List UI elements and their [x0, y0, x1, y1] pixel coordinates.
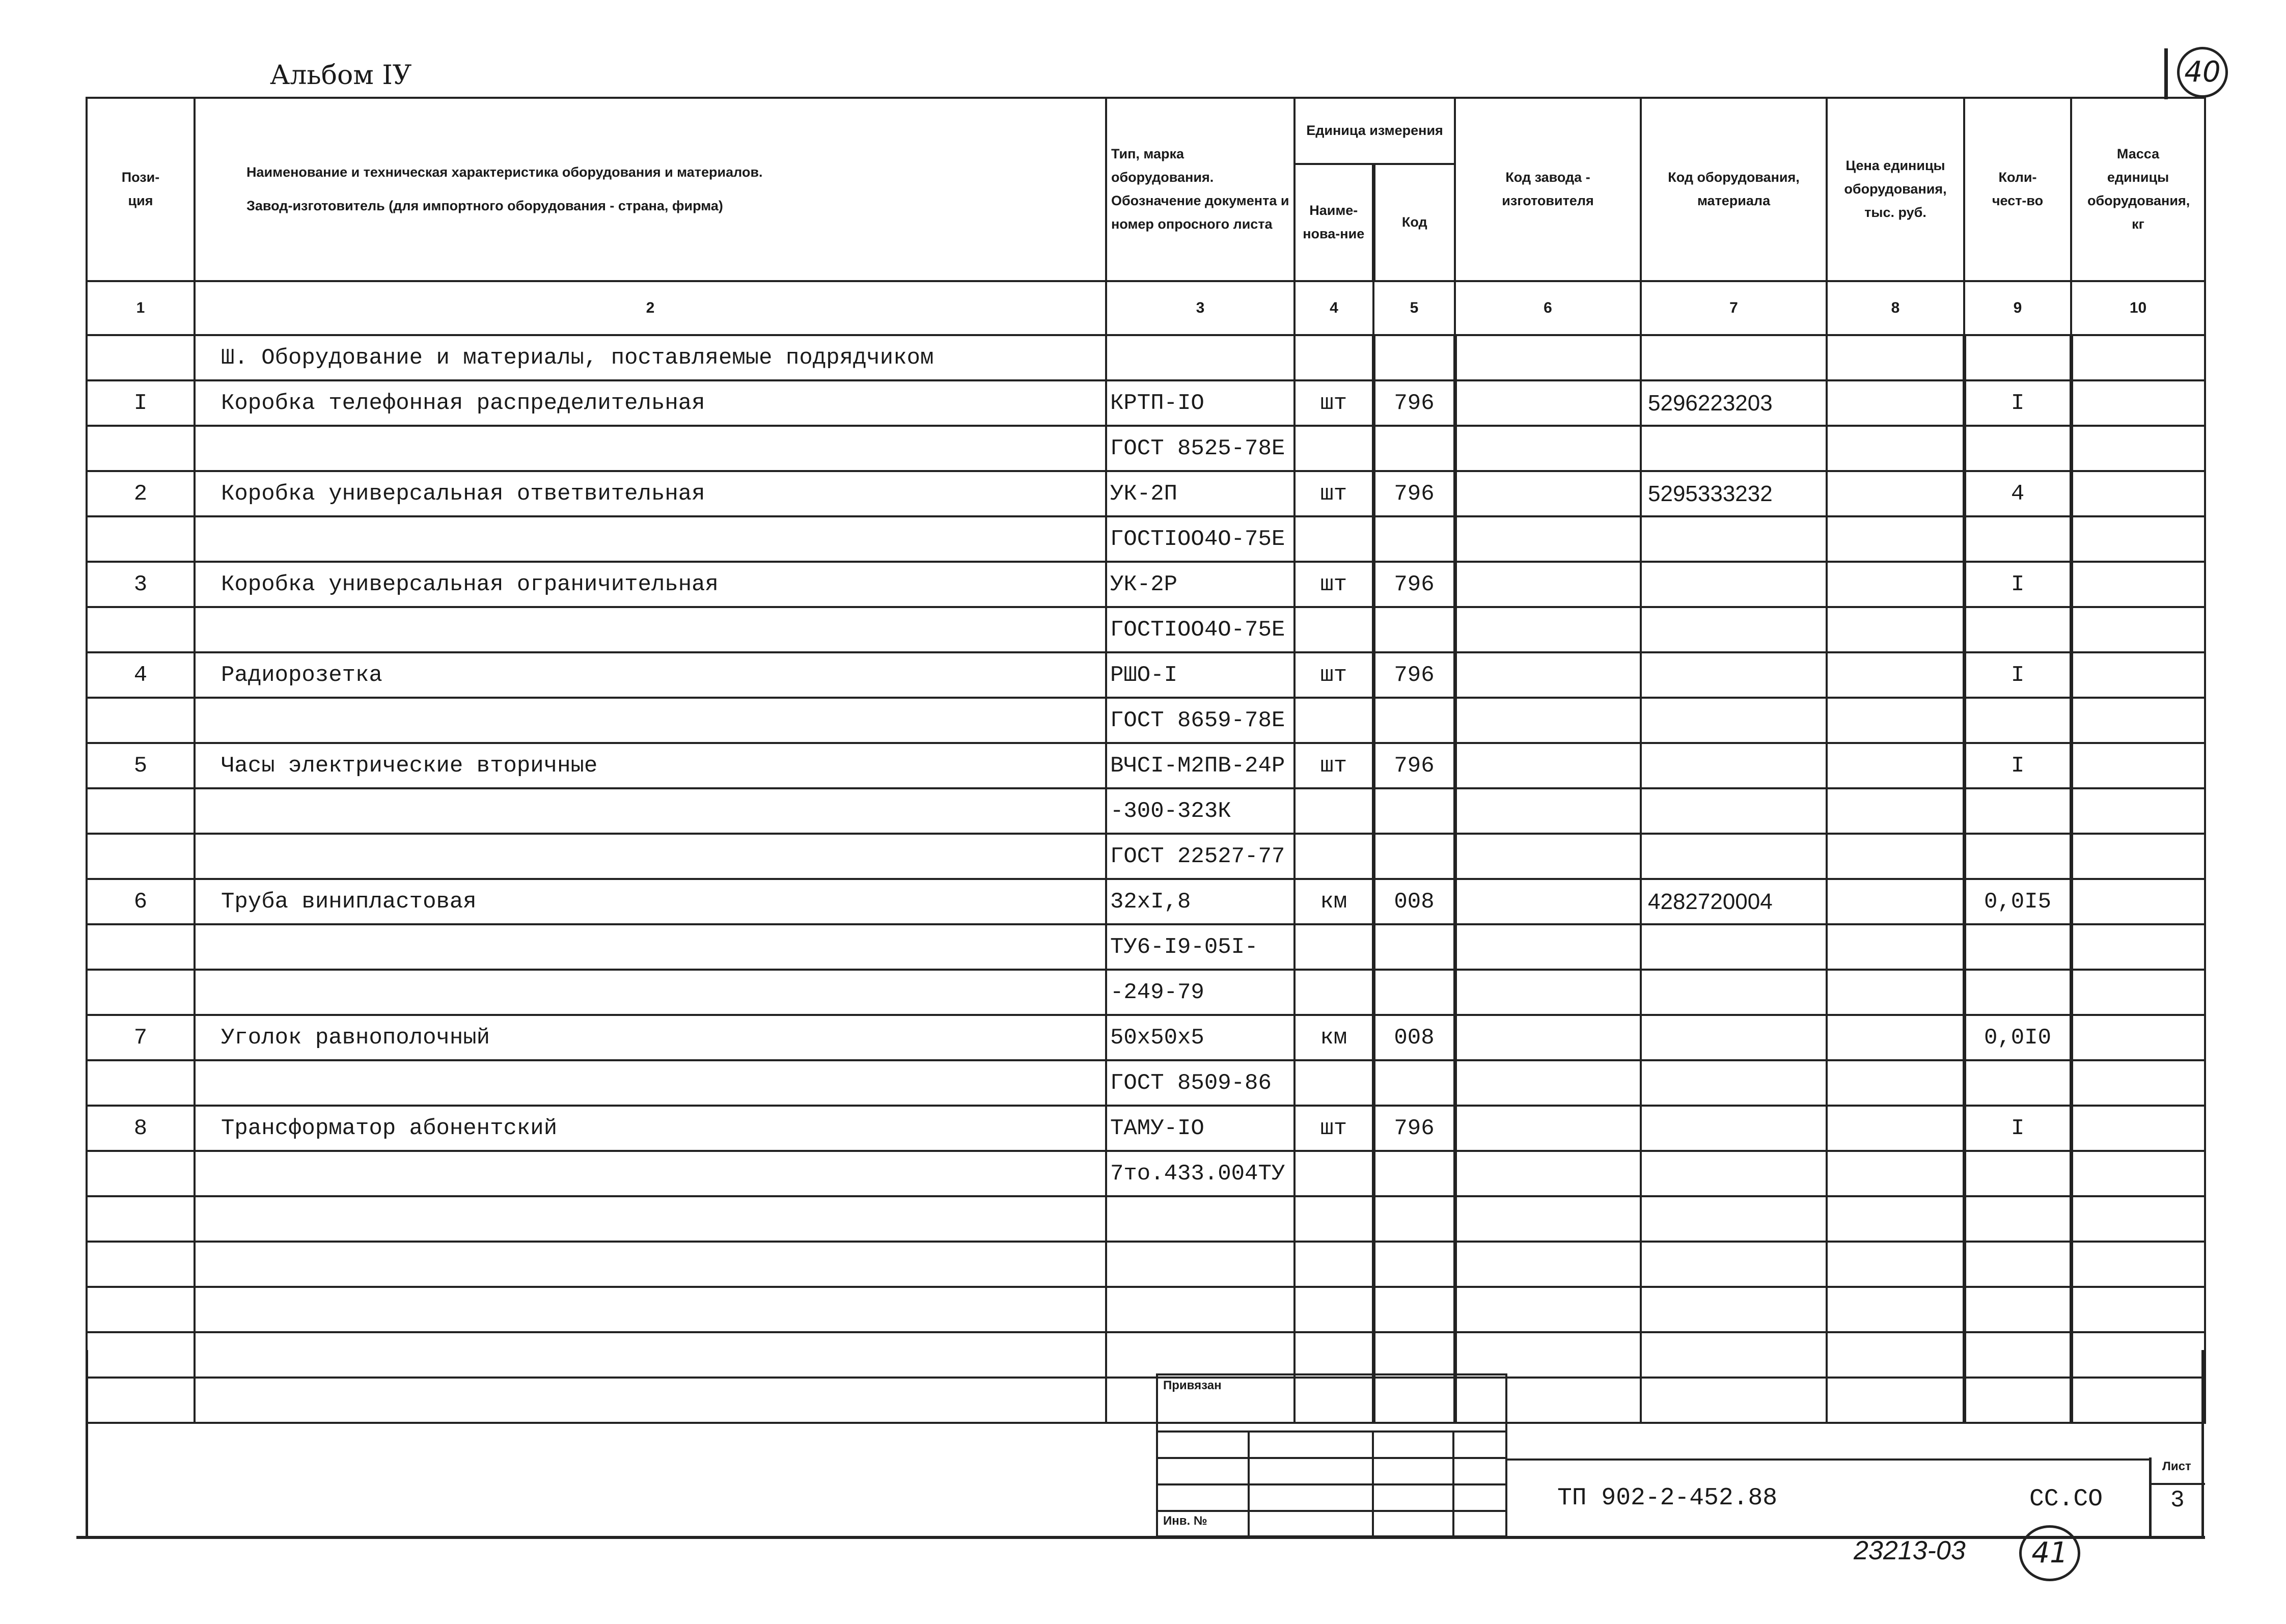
cell-unit: [1295, 1151, 1373, 1196]
cell-factory: [1455, 834, 1641, 879]
document-code: ТП 902-2-452.88: [1557, 1484, 1778, 1512]
cell-unit: [1295, 516, 1373, 562]
cell-name: [195, 1151, 1106, 1196]
cell-pos: [87, 924, 195, 970]
cell-qty: [1964, 1242, 2071, 1287]
cell-qty: [1964, 970, 2071, 1015]
cell-equip: [1641, 1242, 1827, 1287]
cell-type: -249-79: [1106, 970, 1295, 1015]
table-row: [87, 743, 2205, 788]
cell-code: 796: [1373, 743, 1455, 788]
cell-name: Радиорозетка: [195, 652, 1106, 698]
cell-unit: шт: [1295, 562, 1373, 607]
cell-equip: 5295333232: [1641, 471, 1827, 516]
table-row: [87, 562, 2205, 607]
cell-type: [1106, 1287, 1295, 1332]
cell-unit: [1295, 924, 1373, 970]
cell-price: [1827, 1151, 1964, 1196]
cell-qty: [1964, 1060, 2071, 1106]
cell-price: [1827, 970, 1964, 1015]
cell-type: ГОСТIОО4О-75Е: [1106, 607, 1295, 652]
cell-type: [1106, 1242, 1295, 1287]
frame-corner-mark: [2164, 48, 2168, 99]
cell-unit: [1295, 1060, 1373, 1106]
cell-code: 796: [1373, 1106, 1455, 1151]
sheet-number: 3: [2170, 1487, 2185, 1513]
cell-factory: [1455, 1106, 1641, 1151]
cell-mass: [2071, 970, 2205, 1015]
cell-price: [1827, 1196, 1964, 1242]
table-row: [87, 1196, 2205, 1242]
cell-pos: [87, 607, 195, 652]
table-row: [87, 970, 2205, 1015]
cell-qty: [1964, 1196, 2071, 1242]
document-section: СС.СО: [2029, 1485, 2103, 1513]
cell-type: [1106, 335, 1295, 380]
col-number-2: 2: [195, 281, 1106, 335]
archive-code: 23213-03: [1854, 1536, 1966, 1565]
cell-price: [1827, 1060, 1964, 1106]
cell-code: [1373, 1242, 1455, 1287]
cell-code: [1373, 698, 1455, 743]
cell-pos: [87, 834, 195, 879]
header-equipment-code: Код оборудования, материала: [1641, 98, 1827, 281]
cell-name: Коробка универсальная ответвительная: [195, 471, 1106, 516]
cell-code: 008: [1373, 879, 1455, 924]
cell-name: Трансформатор абонентский: [195, 1106, 1106, 1151]
cell-name: Ш. Оборудование и материалы, поставляемые подрядчиком: [195, 335, 1106, 380]
table-row: [87, 652, 2205, 698]
table-row: [87, 426, 2205, 471]
table-row: [87, 1287, 2205, 1332]
header-mass: Масса единицы оборудования, кг: [2071, 98, 2205, 281]
cell-unit: [1295, 1287, 1373, 1332]
cell-qty: [1964, 335, 2071, 380]
cell-equip: [1641, 562, 1827, 607]
table-row: [87, 516, 2205, 562]
cell-factory: [1455, 970, 1641, 1015]
cell-price: [1827, 834, 1964, 879]
cell-price: [1827, 879, 1964, 924]
cell-qty: I: [1964, 562, 2071, 607]
cell-price: [1827, 426, 1964, 471]
bound-label: Привязан: [1163, 1379, 1222, 1392]
col-number-9: 9: [1964, 281, 2071, 335]
cell-qty: 0,0I5: [1964, 879, 2071, 924]
cell-unit: [1295, 426, 1373, 471]
cell-unit: [1295, 834, 1373, 879]
cell-mass: [2071, 788, 2205, 834]
cell-mass: [2071, 562, 2205, 607]
cell-name: Коробка универсальная ограничительная: [195, 562, 1106, 607]
cell-name: [195, 1196, 1106, 1242]
cell-unit: [1295, 1196, 1373, 1242]
table-row: [87, 879, 2205, 924]
cell-code: [1373, 607, 1455, 652]
cell-code: [1373, 788, 1455, 834]
bottom-circle-number: 41: [2019, 1525, 2080, 1581]
cell-price: [1827, 1287, 1964, 1332]
header-name-line2: Завод-изготовитель (для импортного оборудования - страна, фирма): [246, 198, 723, 213]
cell-mass: [2071, 698, 2205, 743]
cell-factory: [1455, 743, 1641, 788]
header-type: Тип, марка оборудования. Обозначение документа и номер опросного листа: [1106, 98, 1295, 281]
cell-equip: [1641, 426, 1827, 471]
cell-equip: [1641, 335, 1827, 380]
cell-type: УК-2П: [1106, 471, 1295, 516]
cell-equip: [1641, 788, 1827, 834]
cell-pos: 2: [87, 471, 195, 516]
cell-qty: [1964, 1287, 2071, 1332]
table-row: [87, 335, 2205, 380]
cell-pos: 5: [87, 743, 195, 788]
cell-price: [1827, 652, 1964, 698]
cell-price: [1827, 607, 1964, 652]
cell-type: ГОСТ 8509-86: [1106, 1060, 1295, 1106]
header-unit-code: Код: [1373, 164, 1455, 281]
header-name: [195, 98, 1106, 281]
col-number-10: 10: [2071, 281, 2205, 335]
album-label: Альбом IУ: [270, 60, 412, 91]
cell-name: [195, 1287, 1106, 1332]
cell-price: [1827, 380, 1964, 426]
cell-factory: [1455, 924, 1641, 970]
cell-equip: [1641, 1196, 1827, 1242]
cell-equip: [1641, 1060, 1827, 1106]
cell-pos: 6: [87, 879, 195, 924]
cell-mass: [2071, 1242, 2205, 1287]
cell-mass: [2071, 335, 2205, 380]
cell-mass: [2071, 1015, 2205, 1060]
cell-mass: [2071, 1287, 2205, 1332]
cell-price: [1827, 698, 1964, 743]
cell-pos: [87, 335, 195, 380]
table-row: [87, 1060, 2205, 1106]
cell-factory: [1455, 788, 1641, 834]
cell-qty: [1964, 834, 2071, 879]
header-price: Цена единицы оборудования, тыс. руб.: [1827, 98, 1964, 281]
cell-factory: [1455, 1242, 1641, 1287]
cell-factory: [1455, 516, 1641, 562]
title-block-frame: [86, 1350, 2204, 1538]
col-number-7: 7: [1641, 281, 1827, 335]
cell-code: 796: [1373, 652, 1455, 698]
cell-price: [1827, 335, 1964, 380]
cell-pos: [87, 1196, 195, 1242]
inventory-label: Инв. №: [1163, 1514, 1207, 1528]
cell-type: ВЧСI-М2ПВ-24Р: [1106, 743, 1295, 788]
cell-price: [1827, 516, 1964, 562]
cell-price: [1827, 924, 1964, 970]
cell-mass: [2071, 471, 2205, 516]
cell-name: [195, 698, 1106, 743]
cell-unit: км: [1295, 1015, 1373, 1060]
cell-mass: [2071, 1196, 2205, 1242]
table-row: [87, 1106, 2205, 1151]
cell-equip: [1641, 834, 1827, 879]
cell-type: 50х50х5: [1106, 1015, 1295, 1060]
cell-mass: [2071, 607, 2205, 652]
cell-qty: [1964, 788, 2071, 834]
cell-unit: шт: [1295, 743, 1373, 788]
cell-unit: [1295, 698, 1373, 743]
cell-equip: [1641, 1287, 1827, 1332]
cell-pos: [87, 970, 195, 1015]
cell-name: Уголок равнополочный: [195, 1015, 1106, 1060]
cell-type: РШО-I: [1106, 652, 1295, 698]
cell-factory: [1455, 698, 1641, 743]
cell-factory: [1455, 380, 1641, 426]
cell-name: [195, 970, 1106, 1015]
cell-equip: 4282720004: [1641, 879, 1827, 924]
cell-mass: [2071, 652, 2205, 698]
cell-pos: I: [87, 380, 195, 426]
cell-price: [1827, 743, 1964, 788]
col-number-6: 6: [1455, 281, 1641, 335]
cell-pos: [87, 1242, 195, 1287]
cell-qty: I: [1964, 380, 2071, 426]
cell-factory: [1455, 879, 1641, 924]
cell-type: ТАМУ-IО: [1106, 1106, 1295, 1151]
header-factory-code: Код завода - изготовителя: [1455, 98, 1641, 281]
cell-qty: I: [1964, 1106, 2071, 1151]
cell-type: [1106, 1196, 1295, 1242]
cell-type: -300-323К: [1106, 788, 1295, 834]
cell-equip: [1641, 607, 1827, 652]
cell-name: Часы электрические вторичные: [195, 743, 1106, 788]
table-row: [87, 788, 2205, 834]
cell-price: [1827, 562, 1964, 607]
specification-table: [86, 97, 2206, 1424]
cell-type: 7то.433.004ТУ: [1106, 1151, 1295, 1196]
cell-pos: [87, 516, 195, 562]
cell-pos: 3: [87, 562, 195, 607]
cell-pos: [87, 426, 195, 471]
cell-code: 796: [1373, 380, 1455, 426]
cell-factory: [1455, 607, 1641, 652]
header-name-line1: Наименование и техническая характеристика оборудования и материалов.: [246, 164, 763, 180]
table-row: [87, 698, 2205, 743]
cell-mass: [2071, 426, 2205, 471]
table-row: [87, 471, 2205, 516]
cell-qty: I: [1964, 743, 2071, 788]
cell-mass: [2071, 1060, 2205, 1106]
cell-unit: шт: [1295, 652, 1373, 698]
cell-qty: 4: [1964, 471, 2071, 516]
cell-name: [195, 1242, 1106, 1287]
cell-code: 796: [1373, 471, 1455, 516]
cell-unit: шт: [1295, 380, 1373, 426]
cell-factory: [1455, 471, 1641, 516]
header-unit-group: Единица измерения: [1295, 98, 1455, 164]
cell-unit: [1295, 1242, 1373, 1287]
cell-code: [1373, 924, 1455, 970]
specification-body: [87, 335, 2205, 1423]
cell-pos: [87, 1151, 195, 1196]
col-number-8: 8: [1827, 281, 1964, 335]
cell-factory: [1455, 1060, 1641, 1106]
cell-type: КРТП-IО: [1106, 380, 1295, 426]
col-number-4: 4: [1295, 281, 1373, 335]
cell-name: [195, 607, 1106, 652]
col-number-3: 3: [1106, 281, 1295, 335]
cell-mass: [2071, 879, 2205, 924]
table-row: [87, 1242, 2205, 1287]
cell-pos: 8: [87, 1106, 195, 1151]
cell-factory: [1455, 562, 1641, 607]
cell-equip: [1641, 1151, 1827, 1196]
cell-code: [1373, 1196, 1455, 1242]
cell-name: [195, 426, 1106, 471]
cell-mass: [2071, 380, 2205, 426]
cell-equip: [1641, 970, 1827, 1015]
cell-equip: [1641, 698, 1827, 743]
cell-name: Труба винипластовая: [195, 879, 1106, 924]
table-row: [87, 607, 2205, 652]
cell-price: [1827, 1015, 1964, 1060]
cell-type: 32хI,8: [1106, 879, 1295, 924]
cell-factory: [1455, 1196, 1641, 1242]
cell-qty: [1964, 516, 2071, 562]
cell-qty: [1964, 924, 2071, 970]
header-quantity: Коли-чест-во: [1964, 98, 2071, 281]
cell-code: 008: [1373, 1015, 1455, 1060]
cell-mass: [2071, 1106, 2205, 1151]
cell-code: [1373, 834, 1455, 879]
cell-qty: [1964, 1151, 2071, 1196]
page-corner-number: 40: [2177, 47, 2228, 98]
cell-equip: [1641, 924, 1827, 970]
header-position: Пози- ция: [87, 98, 195, 281]
cell-unit: [1295, 970, 1373, 1015]
cell-factory: [1455, 1015, 1641, 1060]
cell-qty: [1964, 607, 2071, 652]
cell-type: УК-2Р: [1106, 562, 1295, 607]
col-number-5: 5: [1373, 281, 1455, 335]
cell-qty: 0,0I0: [1964, 1015, 2071, 1060]
cell-price: [1827, 1242, 1964, 1287]
cell-unit: км: [1295, 879, 1373, 924]
cell-price: [1827, 788, 1964, 834]
cell-factory: [1455, 652, 1641, 698]
sheet-label: Лист: [2162, 1460, 2191, 1473]
table-row: [87, 1151, 2205, 1196]
cell-equip: 5296223203: [1641, 380, 1827, 426]
cell-mass: [2071, 743, 2205, 788]
cell-code: [1373, 1060, 1455, 1106]
cell-name: [195, 1060, 1106, 1106]
cell-qty: [1964, 698, 2071, 743]
cell-name: Коробка телефонная распределительная: [195, 380, 1106, 426]
cell-pos: [87, 1287, 195, 1332]
cell-mass: [2071, 924, 2205, 970]
cell-pos: 4: [87, 652, 195, 698]
cell-code: [1373, 426, 1455, 471]
binding-stamp: [1156, 1373, 1507, 1537]
cell-type: ТУ6-I9-05I-: [1106, 924, 1295, 970]
table-row: [87, 834, 2205, 879]
cell-name: [195, 834, 1106, 879]
cell-unit: шт: [1295, 471, 1373, 516]
cell-unit: [1295, 607, 1373, 652]
cell-pos: [87, 788, 195, 834]
cell-name: [195, 924, 1106, 970]
cell-type: ГОСТ 8659-78Е: [1106, 698, 1295, 743]
cell-unit: [1295, 335, 1373, 380]
cell-type: ГОСТ 22527-77: [1106, 834, 1295, 879]
cell-name: [195, 788, 1106, 834]
cell-code: [1373, 970, 1455, 1015]
col-number-1: 1: [87, 281, 195, 335]
cell-type: ГОСТ 8525-78Е: [1106, 426, 1295, 471]
cell-pos: 7: [87, 1015, 195, 1060]
cell-equip: [1641, 516, 1827, 562]
table-row: [87, 380, 2205, 426]
cell-factory: [1455, 426, 1641, 471]
cell-unit: шт: [1295, 1106, 1373, 1151]
cell-code: [1373, 516, 1455, 562]
cell-qty: I: [1964, 652, 2071, 698]
header-unit-name: Наиме-нова-ние: [1295, 164, 1373, 281]
cell-type: ГОСТIОО4О-75Е: [1106, 516, 1295, 562]
cell-mass: [2071, 516, 2205, 562]
table-row: [87, 1015, 2205, 1060]
cell-factory: [1455, 335, 1641, 380]
table-row: [87, 924, 2205, 970]
cell-name: [195, 516, 1106, 562]
title-block-divider: [1507, 1458, 2152, 1461]
cell-equip: [1641, 652, 1827, 698]
cell-price: [1827, 1106, 1964, 1151]
cell-equip: [1641, 743, 1827, 788]
cell-price: [1827, 471, 1964, 516]
cell-code: [1373, 1151, 1455, 1196]
cell-code: [1373, 335, 1455, 380]
cell-pos: [87, 1060, 195, 1106]
cell-pos: [87, 698, 195, 743]
cell-code: 796: [1373, 562, 1455, 607]
cell-unit: [1295, 788, 1373, 834]
cell-mass: [2071, 1151, 2205, 1196]
cell-factory: [1455, 1151, 1641, 1196]
cell-equip: [1641, 1015, 1827, 1060]
cell-qty: [1964, 426, 2071, 471]
cell-equip: [1641, 1106, 1827, 1151]
cell-factory: [1455, 1287, 1641, 1332]
cell-mass: [2071, 834, 2205, 879]
cell-code: [1373, 1287, 1455, 1332]
